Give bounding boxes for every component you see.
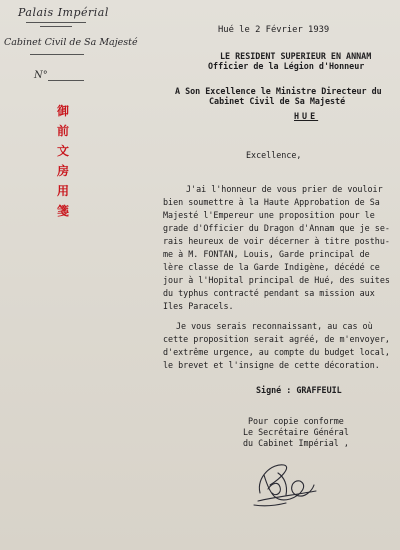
seal-char: 房: [56, 164, 69, 178]
certification-line2: Le Secrétaire Général: [243, 427, 349, 437]
body-line: grade d'Officier du Dragon d'Annam que je se-: [163, 223, 390, 233]
sender-title: LE RESIDENT SUPERIEUR EN ANNAM: [220, 51, 372, 61]
letterhead-title: Palais Impérial: [18, 6, 109, 19]
sender-subtitle: Officier de la Légion d'Honneur: [208, 61, 365, 71]
certification-line3: du Cabinet Impérial ,: [243, 438, 349, 448]
body-line: d'extrême urgence, au compte du budget local,: [163, 347, 390, 357]
seal-char: 御: [56, 104, 69, 118]
seal-char: 文: [56, 144, 69, 158]
letterhead-cabinet: Cabinet Civil de Sa Majesté: [4, 37, 138, 48]
letter-number-line: [48, 80, 84, 81]
body-line: rais heureux de voir décerner à titre posthu-: [163, 236, 390, 246]
letter-number-label: N°: [34, 70, 48, 81]
body-line: J'ai l'honneur de vous prier de vouloir: [186, 184, 383, 194]
body-line: bien soumettre à la Haute Approbation de Sa: [163, 197, 380, 207]
body-line: Je vous serais reconnaissant, au cas où: [176, 321, 373, 331]
certification-line1: Pour copie conforme: [248, 416, 344, 426]
body-line: jour à l'Hopital principal de Hué, des suites: [163, 275, 390, 285]
body-line: lère classe de la Garde Indigène, décédé ce: [163, 262, 380, 272]
letterhead-rule-bottom: [30, 54, 84, 55]
body-line: cette proposition serait agréé, de m'envoyer,: [163, 334, 390, 344]
recipient-line2: Cabinet Civil de Sa Majesté: [209, 96, 346, 106]
letterhead-rule-double: [40, 26, 72, 27]
seal-char: 箋: [56, 204, 69, 218]
body-line: me à M. FONTAN, Louis, Garde principal de: [163, 249, 370, 259]
seal-char: 用: [56, 184, 69, 198]
letterhead-rule-top: [26, 22, 86, 23]
salutation: Excellence,: [246, 150, 302, 160]
seal-char: 前: [56, 124, 69, 138]
recipient-city: HUE: [294, 111, 319, 121]
body-line: Iles Paracels.: [163, 301, 234, 311]
handwritten-signature: [250, 455, 320, 515]
body-line: le brevet et l'insigne de cette décoration.: [163, 360, 380, 370]
signed-line: Signé : GRAFFEUIL: [256, 385, 342, 395]
body-line: Majesté l'Empereur une proposition pour le: [163, 210, 375, 220]
dateline: Hué le 2 Février 1939: [218, 25, 330, 35]
recipient-line1: A Son Excellence le Ministre Directeur du: [175, 86, 382, 96]
body-line: du typhus contracté pendant sa mission aux: [163, 288, 375, 298]
